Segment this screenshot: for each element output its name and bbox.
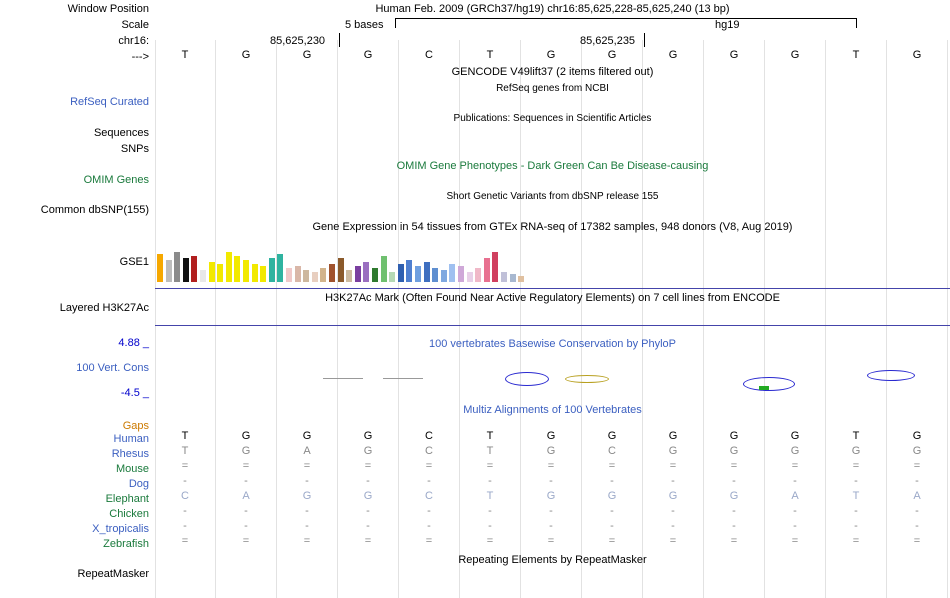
gtex-tissue-bar[interactable] — [295, 266, 301, 282]
alignment-base: = — [303, 460, 311, 472]
species-label-chicken: Chicken — [109, 508, 149, 520]
gtex-tissue-bar[interactable] — [260, 266, 266, 282]
track-label-repeatmasker[interactable]: RepeatMasker — [77, 568, 149, 580]
alignment-base: - — [610, 475, 614, 487]
gtex-tissue-bar[interactable] — [252, 264, 258, 282]
gtex-tissue-bar[interactable] — [303, 270, 309, 282]
gtex-tissue-bar[interactable] — [226, 252, 232, 282]
alignment-base: G — [851, 445, 861, 457]
alignment-base: G — [241, 430, 251, 442]
alignment-row — [155, 460, 950, 474]
alignment-base: - — [183, 520, 187, 532]
alignment-row — [155, 490, 950, 504]
coord-tick-left — [339, 33, 340, 47]
alignment-base: - — [915, 505, 919, 517]
conservation-track-title[interactable]: 100 vertebrates Basewise Conservation by PhyloP — [428, 338, 677, 350]
conservation-baseline — [383, 378, 423, 379]
alignment-base: - — [488, 505, 492, 517]
alignment-base: A — [242, 490, 250, 502]
alignment-row — [155, 505, 950, 519]
alignment-base: C — [425, 490, 433, 502]
alignment-base: - — [427, 505, 431, 517]
alignment-base: = — [181, 535, 189, 547]
alignment-base: - — [305, 520, 309, 532]
gtex-tissue-bar[interactable] — [441, 270, 447, 282]
alignment-base: - — [732, 475, 736, 487]
gtex-tissue-bar[interactable] — [381, 256, 387, 282]
alignment-base: T — [181, 430, 189, 442]
cons-axis-min: -4.5 _ — [120, 387, 149, 399]
alignment-base: G — [363, 445, 373, 457]
alignment-base: = — [730, 460, 738, 472]
gtex-tissue-bar[interactable] — [329, 264, 335, 282]
window-position-label: Window Position — [67, 3, 149, 15]
alignment-base: = — [547, 460, 555, 472]
track-label-sequences[interactable]: Sequences — [93, 127, 149, 139]
alignment-base: G — [302, 430, 312, 442]
base: G — [912, 49, 922, 61]
alignment-base: - — [305, 505, 309, 517]
gtex-tissue-bar[interactable] — [277, 254, 283, 282]
alignment-base: = — [303, 535, 311, 547]
alignment-base: - — [366, 505, 370, 517]
alignment-base: - — [427, 475, 431, 487]
gtex-tissue-bar[interactable] — [157, 254, 163, 282]
alignment-base: T — [486, 430, 494, 442]
gtex-tissue-bar[interactable] — [166, 260, 172, 282]
alignment-row — [155, 520, 950, 534]
base: G — [790, 49, 800, 61]
scale-ruler — [395, 18, 857, 28]
base: G — [607, 49, 617, 61]
gtex-tissue-bar[interactable] — [286, 268, 292, 282]
gtex-tissue-bar[interactable] — [338, 258, 344, 282]
conservation-plot[interactable] — [155, 330, 950, 395]
base: G — [302, 49, 312, 61]
gtex-tissue-bar[interactable] — [389, 272, 395, 282]
alignment-base: - — [488, 475, 492, 487]
alignment-base: G — [363, 490, 373, 502]
gtex-tissue-bar[interactable] — [458, 266, 464, 282]
alignment-base: - — [366, 520, 370, 532]
track-label-gse1[interactable]: GSE1 — [119, 256, 149, 268]
gtex-tissue-bar[interactable] — [475, 268, 481, 282]
alignment-base: G — [546, 430, 556, 442]
alignment-base: - — [244, 520, 248, 532]
track-label-layered-h3k27ac[interactable]: Layered H3K27Ac — [59, 302, 149, 314]
alignment-base: - — [915, 520, 919, 532]
gtex-tissue-bar[interactable] — [183, 258, 189, 282]
gtex-tissue-bar[interactable] — [449, 264, 455, 282]
multiz-alignment-rows — [155, 430, 950, 554]
gtex-tissue-bar[interactable] — [432, 268, 438, 282]
alignment-base: G — [668, 430, 678, 442]
base: T — [181, 49, 189, 61]
gtex-tissue-bar[interactable] — [355, 266, 361, 282]
scale-label: Scale — [121, 19, 149, 31]
alignment-base: - — [244, 505, 248, 517]
alignment-base: T — [852, 430, 860, 442]
publications-track-title[interactable]: Publications: Sequences in Scientific Articles — [453, 113, 652, 124]
gtex-tissue-bar[interactable] — [200, 270, 206, 282]
gtex-tissue-bar[interactable] — [269, 258, 275, 282]
coord-left: 85,625,230 — [270, 35, 326, 47]
alignment-base: = — [852, 535, 860, 547]
alignment-base: = — [913, 460, 921, 472]
window-position-value: Human Feb. 2009 (GRCh37/hg19) chr16:85,625,228-85,625,240 (13 bp) — [375, 3, 730, 15]
alignment-base: - — [549, 520, 553, 532]
base: G — [363, 49, 373, 61]
alignment-base: = — [791, 460, 799, 472]
alignment-base: = — [547, 535, 555, 547]
alignment-base: A — [791, 490, 799, 502]
track-label-gaps[interactable]: Gaps — [122, 420, 149, 432]
gtex-tissue-bar[interactable] — [243, 260, 249, 282]
species-label-x-tropicalis: X_tropicalis — [92, 523, 149, 535]
alignment-base: = — [669, 535, 677, 547]
gtex-tissue-bar[interactable] — [346, 270, 352, 282]
conservation-marker — [759, 386, 769, 390]
alignment-base: - — [915, 475, 919, 487]
gtex-tissue-bar[interactable] — [492, 252, 498, 282]
species-label-rhesus: Rhesus — [111, 448, 149, 460]
alignment-base: - — [854, 520, 858, 532]
alignment-base: G — [729, 490, 739, 502]
gtex-tissue-bar[interactable] — [217, 264, 223, 282]
alignment-base: A — [913, 490, 921, 502]
alignment-base: C — [425, 430, 433, 442]
alignment-base: - — [549, 505, 553, 517]
alignment-base: G — [790, 445, 800, 457]
alignment-base: G — [668, 445, 678, 457]
conservation-feature — [743, 377, 795, 391]
alignment-base: = — [242, 535, 250, 547]
alignment-base: - — [854, 475, 858, 487]
alignment-base: - — [732, 505, 736, 517]
alignment-base: - — [183, 505, 187, 517]
gtex-tissue-bar[interactable] — [467, 272, 473, 282]
alignment-base: G — [241, 445, 251, 457]
gtex-tissue-bar[interactable] — [510, 274, 516, 282]
gtex-tissue-bar[interactable] — [415, 266, 421, 282]
alignment-base: T — [852, 490, 860, 502]
alignment-base: - — [549, 475, 553, 487]
alignment-base: G — [790, 430, 800, 442]
alignment-base: = — [608, 460, 616, 472]
alignment-base: = — [486, 535, 494, 547]
gencode-track-title[interactable]: GENCODE V49lift37 (2 items filtered out) — [451, 66, 654, 78]
gtex-tissue-bar[interactable] — [234, 256, 240, 282]
gtex-tissue-bar[interactable] — [363, 262, 369, 282]
alignment-base: G — [912, 430, 922, 442]
base: G — [668, 49, 678, 61]
alignment-base: = — [608, 535, 616, 547]
base: C — [425, 49, 433, 61]
alignment-base: G — [668, 490, 678, 502]
species-label-dog: Dog — [128, 478, 149, 490]
alignment-base: G — [729, 430, 739, 442]
track-viewport[interactable] — [155, 0, 950, 598]
repeatmasker-track-title[interactable]: Repeating Elements by RepeatMasker — [458, 554, 647, 566]
track-label-snps[interactable]: SNPs — [120, 143, 149, 155]
alignment-row — [155, 475, 950, 489]
alignment-base: G — [729, 445, 739, 457]
alignment-base: - — [671, 505, 675, 517]
alignment-base: = — [425, 460, 433, 472]
gtex-tissue-bar[interactable] — [518, 276, 524, 282]
species-label-human: Human — [113, 433, 149, 445]
cons-axis-max: 4.88 _ — [118, 337, 149, 349]
alignment-base: - — [305, 475, 309, 487]
alignment-base: = — [364, 535, 372, 547]
species-label-mouse: Mouse — [115, 463, 149, 475]
conservation-feature — [867, 370, 915, 381]
alignment-base: G — [302, 490, 312, 502]
alignment-base: - — [610, 520, 614, 532]
track-label-omim-genes[interactable]: OMIM Genes — [83, 174, 149, 186]
alignment-base: = — [852, 460, 860, 472]
alignment-base: - — [671, 520, 675, 532]
h3k27ac-track-title[interactable]: H3K27Ac Mark (Often Found Near Active Regulatory Elements) on 7 cell lines from ENCODE — [325, 292, 780, 304]
alignment-base: - — [488, 520, 492, 532]
gtex-tissue-bar[interactable] — [191, 256, 197, 282]
alignment-base: = — [486, 460, 494, 472]
sequence-base-row — [155, 49, 950, 63]
track-label-refseq-curated[interactable]: RefSeq Curated — [70, 96, 149, 108]
alignment-base: G — [546, 490, 556, 502]
chrom-label: chr16: — [118, 35, 149, 47]
alignment-base: T — [181, 445, 189, 457]
gtex-tissue-bar[interactable] — [398, 264, 404, 282]
gtex-tissue-bar[interactable] — [209, 262, 215, 282]
assembly-label: hg19 — [715, 19, 740, 31]
gtex-track-title[interactable]: Gene Expression in 54 tissues from GTEx RNA-seq of 17382 samples, 948 donors (V8, Aug 2019) — [312, 221, 793, 233]
base: G — [546, 49, 556, 61]
alignment-base: = — [242, 460, 250, 472]
base: T — [486, 49, 494, 61]
gtex-tissue-bar[interactable] — [320, 268, 326, 282]
gtex-tissue-bar[interactable] — [406, 260, 412, 282]
alignment-base: C — [181, 490, 189, 502]
alignment-base: - — [427, 520, 431, 532]
track-label-100vert-cons[interactable]: 100 Vert. Cons — [76, 362, 149, 374]
alignment-base: T — [486, 490, 494, 502]
alignment-base: A — [303, 445, 311, 457]
alignment-base: = — [913, 535, 921, 547]
coord-right: 85,625,235 — [580, 35, 636, 47]
alignment-base: G — [363, 430, 373, 442]
alignment-base: - — [732, 520, 736, 532]
alignment-row — [155, 445, 950, 459]
left-label-column — [0, 0, 155, 598]
track-separator — [155, 288, 950, 289]
alignment-row — [155, 535, 950, 549]
multiz-track-title[interactable]: Multiz Alignments of 100 Vertebrates — [463, 404, 642, 416]
gtex-bar-chart[interactable] — [155, 238, 555, 282]
alignment-base: - — [854, 505, 858, 517]
alignment-base: = — [730, 535, 738, 547]
alignment-base: - — [610, 505, 614, 517]
track-separator — [155, 325, 950, 326]
alignment-base: C — [608, 445, 616, 457]
alignment-base: = — [181, 460, 189, 472]
alignment-base: G — [546, 445, 556, 457]
alignment-base: G — [912, 445, 922, 457]
species-label-elephant: Elephant — [105, 493, 149, 505]
gtex-tissue-bar[interactable] — [174, 252, 180, 282]
alignment-base: = — [364, 460, 372, 472]
gtex-tissue-bar[interactable] — [372, 268, 378, 282]
alignment-base: T — [486, 445, 494, 457]
track-label-common-dbsnp[interactable]: Common dbSNP(155) — [40, 204, 149, 216]
scale-value: 5 bases — [345, 19, 384, 31]
omim-track-title[interactable]: OMIM Gene Phenotypes - Dark Green Can Be Disease-causing — [396, 160, 709, 172]
gtex-tissue-bar[interactable] — [312, 272, 318, 282]
conservation-feature — [505, 372, 549, 386]
dbsnp-track-title[interactable]: Short Genetic Variants from dbSNP release 155 — [446, 191, 659, 202]
gtex-tissue-bar[interactable] — [424, 262, 430, 282]
alignment-base: = — [425, 535, 433, 547]
alignment-base: G — [607, 490, 617, 502]
strand-arrow-label: ---> — [131, 51, 149, 63]
gtex-tissue-bar[interactable] — [484, 258, 490, 282]
base: G — [241, 49, 251, 61]
alignment-base: - — [244, 475, 248, 487]
alignment-base: - — [793, 505, 797, 517]
alignment-base: C — [425, 445, 433, 457]
base: G — [729, 49, 739, 61]
alignment-base: - — [793, 520, 797, 532]
conservation-baseline — [323, 378, 363, 379]
alignment-row — [155, 430, 950, 444]
alignment-base: - — [366, 475, 370, 487]
alignment-base: - — [183, 475, 187, 487]
base: T — [852, 49, 860, 61]
alignment-base: = — [791, 535, 799, 547]
alignment-base: - — [793, 475, 797, 487]
gtex-tissue-bar[interactable] — [501, 272, 507, 282]
coord-tick-right — [644, 33, 645, 47]
species-label-zebrafish: Zebrafish — [103, 538, 149, 550]
alignment-base: G — [607, 430, 617, 442]
alignment-base: = — [669, 460, 677, 472]
conservation-feature — [565, 375, 609, 383]
refseq-track-title[interactable]: RefSeq genes from NCBI — [496, 83, 609, 94]
alignment-base: - — [671, 475, 675, 487]
